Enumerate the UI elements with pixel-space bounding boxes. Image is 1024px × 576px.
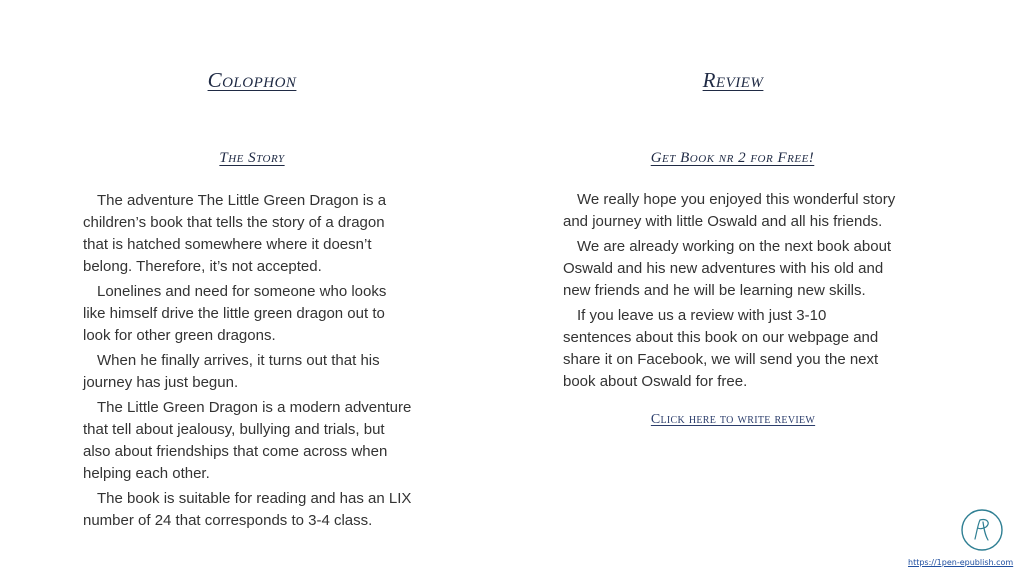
colophon-text bbox=[83, 190, 413, 535]
colophon-paragraph: The adventure The Little Green Dragon is a children’s book that tells the story of a dragon that is hatched somewhere where it doesn’t belong. Therefore, it’s not accepted. bbox=[83, 192, 387, 275]
review-paragraph: We are already working on the next book about Oswald and his new adventures with his old and new friends and he will be learning new skills. bbox=[563, 238, 892, 299]
publisher-monogram-icon bbox=[961, 509, 1003, 551]
review-paragraph: If you leave us a review with just 3-10 sentences about this book on our webpage and share it on Facebook, we will send you the next book about Oswald for free. bbox=[563, 307, 879, 390]
colophon-paragraph: The Little Green Dragon is a modern adventure that tell about jealousy, bullying and trials, but also about friendships that come across when helping each other. bbox=[83, 399, 412, 482]
colophon-paragraph: Lonelines and need for someone who looks like himself drive the little green dragon out to look for other green dragons. bbox=[83, 283, 387, 344]
review-paragraph: We really hope you enjoyed this wonderful story and journey with little Oswald and all his friends. bbox=[563, 191, 896, 230]
colophon-paragraph: When he finally arrives, it turns out that his journey has just begun. bbox=[83, 352, 380, 391]
publisher-url-link[interactable]: https://1pen-epublish.com bbox=[908, 558, 1014, 567]
write-review-link[interactable]: Click here to write review bbox=[650, 412, 816, 427]
review-section-title: Get Book nr 2 for Free! bbox=[650, 150, 815, 166]
review-title: Review bbox=[702, 68, 764, 92]
story-section-title: The Story bbox=[219, 150, 285, 166]
colophon-title: Colophon bbox=[207, 68, 297, 92]
review-text bbox=[563, 189, 898, 396]
colophon-paragraph: The book is suitable for reading and has an LIX number of 24 that corresponds to 3-4 class. bbox=[83, 490, 412, 529]
